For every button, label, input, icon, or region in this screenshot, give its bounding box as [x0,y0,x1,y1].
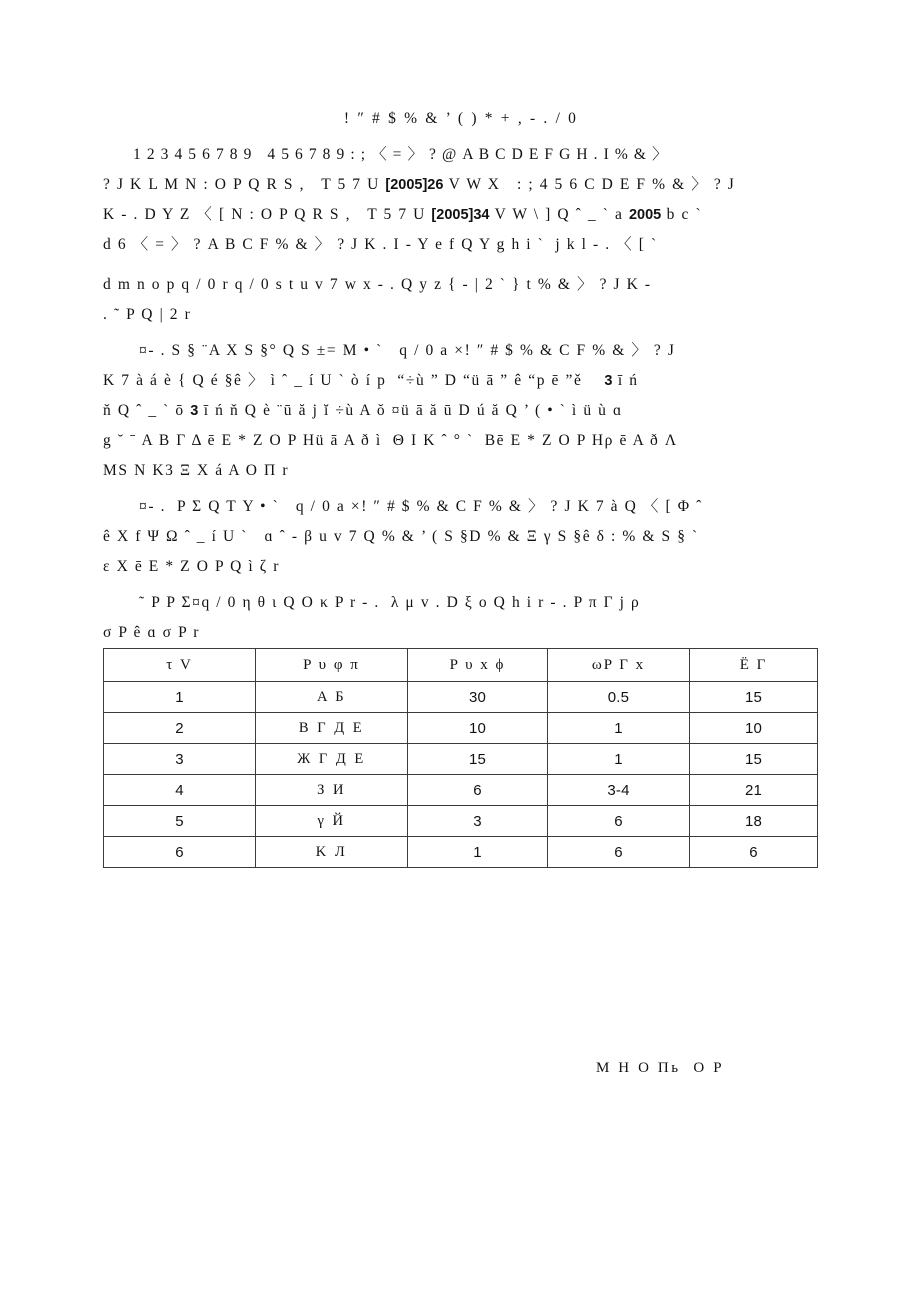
paragraph-3-line-5: MS N K3 Ξ X á A O Π r [103,462,290,479]
table-row [104,744,818,775]
paragraph-5-line-1: ˜ P P Σ¤q / 0 η θ ι Q O κ P r - . λ μ v . D ξ o Q h i r - . P π Γ j ρ [139,594,641,611]
text-run: b c ˋ [661,206,703,223]
table-row [104,682,818,713]
table-cell-value-2: 1 [548,713,690,744]
spacer [103,260,819,270]
table-row [104,713,818,744]
table-cell-value-2: 3-4 [548,775,690,806]
table-cell-label: З И [256,775,408,806]
document-body [103,104,819,648]
paragraph-5-line-2: σ P ê ɑ σ P r [103,624,200,641]
text-run: ? J K L M N : O P Q R S , T 5 7 U [103,176,386,193]
paragraph-3-line-2 [103,366,819,396]
table-cell-value-2: 6 [548,806,690,837]
bold-run: 3 [604,373,613,389]
table-cell-value-2: 6 [548,837,690,868]
table-header-cell-3: ωP Γ x [548,649,690,682]
text-run: K - . D Y Z 〈 [ N : O P Q R S , T 5 7 U [103,206,432,223]
table-cell-index: 6 [104,837,256,868]
data-table-container [103,648,817,868]
paragraph-2-line-1: d m n o p q / 0 r q / 0 s t u v 7 w x - . Q y z { - | 2 ˋ } t % & 〉 ? J K - [103,276,652,293]
paragraph-2-line-2: . ˜ P Q | 2 r [103,306,192,323]
text-run: V W \ ] Q ˆ _ ˋ a [489,206,629,223]
paragraph-4-line-3: ε X ē E * Z O P Q ì ζ r [103,558,281,575]
table-cell-label: B Г Д E [256,713,408,744]
table-row [104,837,818,868]
table-row [104,806,818,837]
table-cell-label: A Б [256,682,408,713]
bold-run: 3 [190,403,199,419]
text-run: ī ń [612,372,639,389]
table-cell-index: 3 [104,744,256,775]
paragraph-1-line-1: 1 2 3 4 5 6 7 8 9 4 5 6 7 8 9 : ; 〈 = 〉 ? @ A B C D E F G H . I % & 〉 [133,146,669,163]
text-run: ī ń ň Q è ¨ū ă j ĭ ÷ù A ŏ ¤ü ā ă ū D ú ă Q ’ ( • ˋ ì ü ù ɑ [198,402,623,419]
table-cell-value-1: 1 [408,837,548,868]
table-header-cell-4: Ё Γ [690,649,818,682]
table-cell-value-1: 3 [408,806,548,837]
paragraph-1-line-3 [103,200,819,230]
document-title: ! ″ # $ % & ’ ( ) * + , - . / 0 [343,110,579,127]
table-cell-label: K Л [256,837,408,868]
text-run: K 7 à á è { Q é §ê 〉 ì ˆ _ í U ˋ ò í p “÷ù ” D “ü ā ” ê “p ē ”ě [103,372,605,389]
paragraph-4 [103,492,819,582]
table-header-cell-2: P υ x ϕ [408,649,548,682]
paragraph-3-line-3 [103,396,819,426]
paragraph-5 [103,588,819,648]
table-header-row [104,649,818,682]
table-cell-value-1: 6 [408,775,548,806]
table-cell-index: 4 [104,775,256,806]
table-cell-value-3: 6 [690,837,818,868]
paragraph-1 [103,140,819,260]
table-cell-value-1: 15 [408,744,548,775]
data-table [103,648,818,868]
table-cell-value-3: 18 [690,806,818,837]
table-cell-label: γ Й [256,806,408,837]
table-cell-value-3: 10 [690,713,818,744]
paragraph-1-line-2 [103,170,819,200]
table-cell-index: 2 [104,713,256,744]
bold-run-2: 2005 [628,207,662,223]
paragraph-2 [103,270,819,330]
paragraph-3 [103,336,819,486]
table-header-cell-1: P υ φ π [256,649,408,682]
table-row [104,775,818,806]
table-cell-label: Ж Г Д E [256,744,408,775]
bold-run: [2005]34 [431,207,490,223]
table-cell-value-2: 0.5 [548,682,690,713]
footer-note: M H O Пь O P [596,1060,725,1076]
table-cell-value-3: 15 [690,744,818,775]
table-cell-value-1: 30 [408,682,548,713]
paragraph-1-line-4: d 6 〈 = 〉 ? A B C F % & 〉 ? J K . I - Y e f Q Y g h i ˋ j k l - . 〈 [ ˋ [103,236,658,253]
table-cell-value-2: 1 [548,744,690,775]
paragraph-3-line-1: ¤- . S § ¨A X S §° Q S ±= M • ˋ q / 0 a ×! ″ # $ % & C F % & 〉 ? J [139,342,676,359]
paragraph-4-line-2: ê X f Ψ Ω ˆ _ í U ˋ ɑ ˆ - β u v 7 Q % & ’ ( S §D % & Ξ γ S §ê δ : % & S § ˋ [103,528,699,545]
table-cell-value-1: 10 [408,713,548,744]
text-run: ň Q ˆ _ ˋ ō [103,402,191,419]
paragraph-3-line-4: g ˘ ˉ A B Γ Δ ē E * Z O P Hü ā A ð ì Θ I K ˆ ° ˋ Bē E * Z O P Hρ ē A ð Λ [103,432,678,449]
table-cell-value-3: 15 [690,682,818,713]
table-cell-value-3: 21 [690,775,818,806]
table-header-cell-0: τ V [104,649,256,682]
bold-run: [2005]26 [385,177,444,193]
table-cell-index: 5 [104,806,256,837]
table-cell-index: 1 [104,682,256,713]
text-run: V W X : ; 4 5 6 C D E F % & 〉 ? J [443,176,736,193]
paragraph-4-line-1: ¤- . P Σ Q T Υ • ˋ q / 0 a ×! ″ # $ % & C F % & 〉 ? J K 7 à Q 〈 [ Φ ˆ [139,498,703,515]
